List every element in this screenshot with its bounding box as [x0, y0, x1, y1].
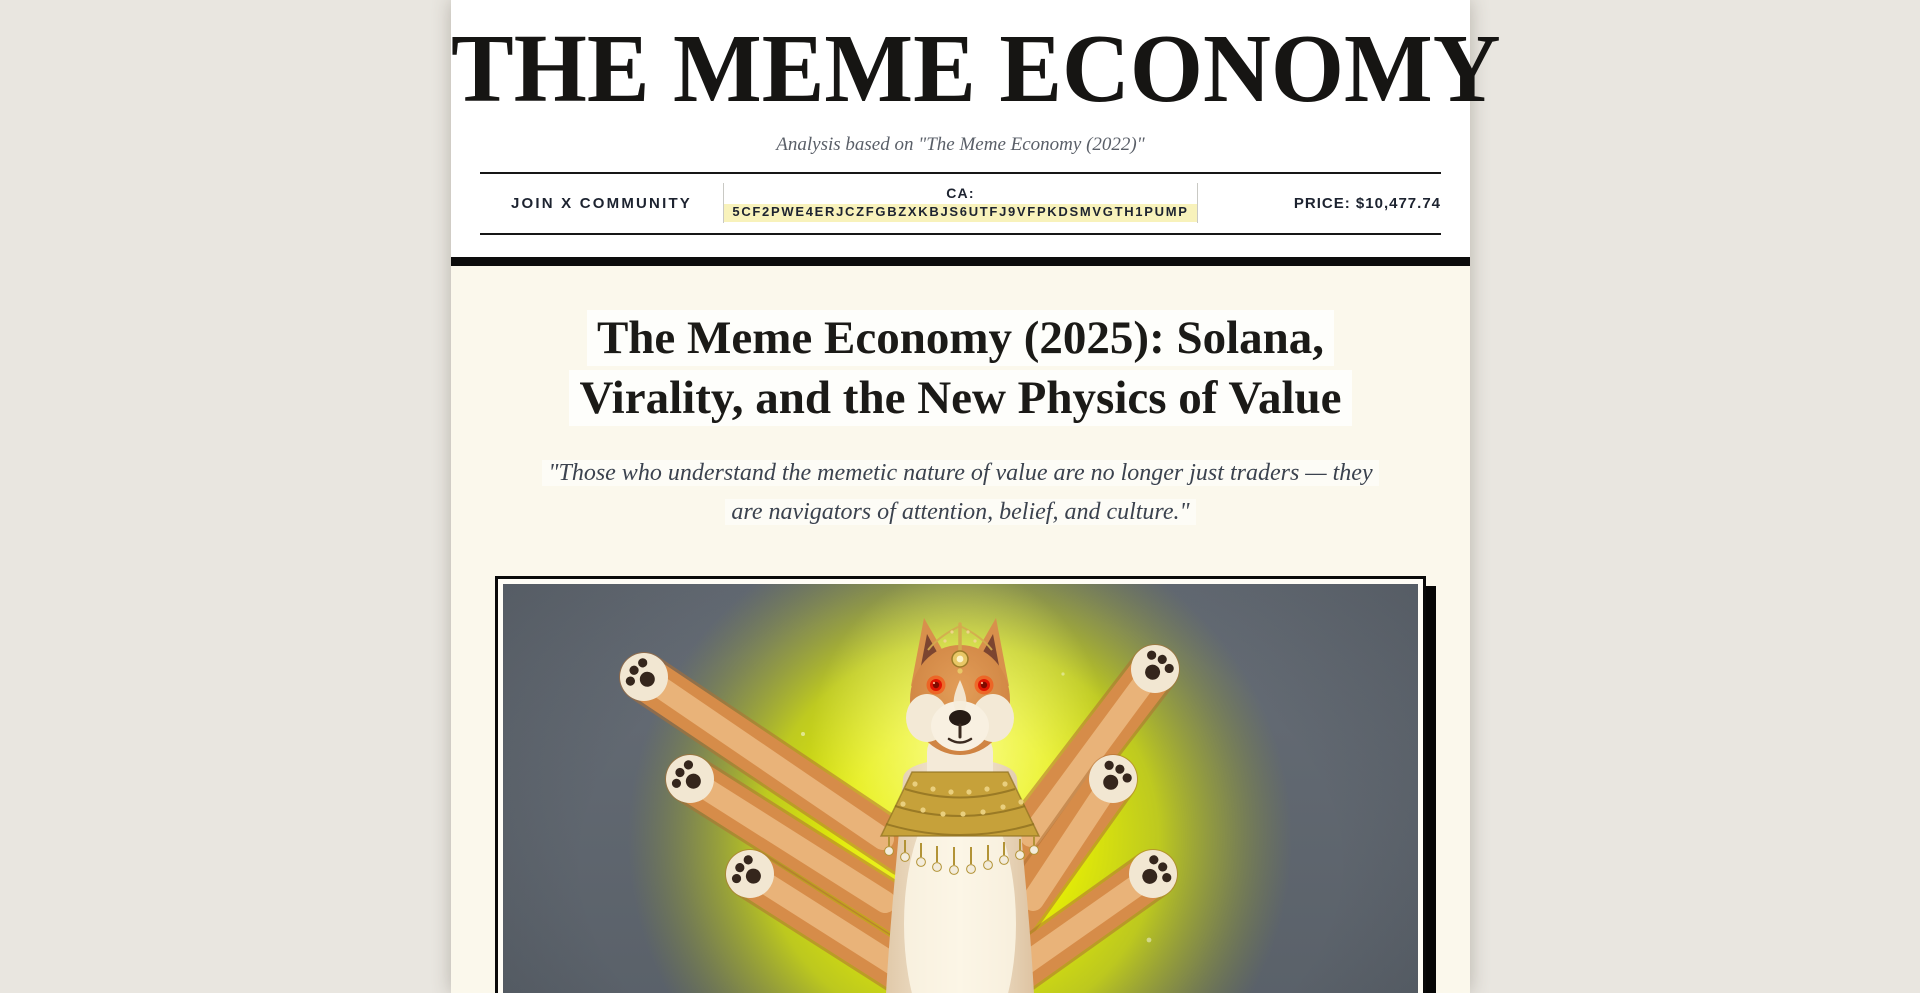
join-x-community-link[interactable]: JOIN X COMMUNITY [510, 194, 693, 212]
article-content [451, 266, 1470, 993]
ca-label: CA: [946, 184, 975, 201]
price-value: PRICE: $10,477.74 [1293, 194, 1441, 212]
hero-figure-frame [495, 576, 1426, 993]
site-title: THE MEME ECONOMY [451, 14, 1501, 123]
masthead [451, 0, 1501, 266]
article-headline: The Meme Economy (2025): Solana, Virality, and the New Physics of Value [561, 308, 1361, 428]
masthead-rule [451, 257, 1470, 266]
contract-address[interactable]: 5CF2PWE4ERJCZFGBZXKBJS6UTFJ9VFPKDSMVGTH1PUMP [724, 204, 1196, 222]
contract-address-block [724, 185, 1197, 222]
article-quote: "Those who understand the memetic nature of value are no longer just traders — they are navigators of attention, belief, and culture." [538, 454, 1383, 532]
site-subtitle: Analysis based on "The Meme Economy (2022)" [776, 133, 1145, 155]
info-bar [480, 172, 1441, 235]
newspaper-page [451, 0, 1501, 993]
many-legged-shiba-deity-image [503, 584, 1418, 993]
